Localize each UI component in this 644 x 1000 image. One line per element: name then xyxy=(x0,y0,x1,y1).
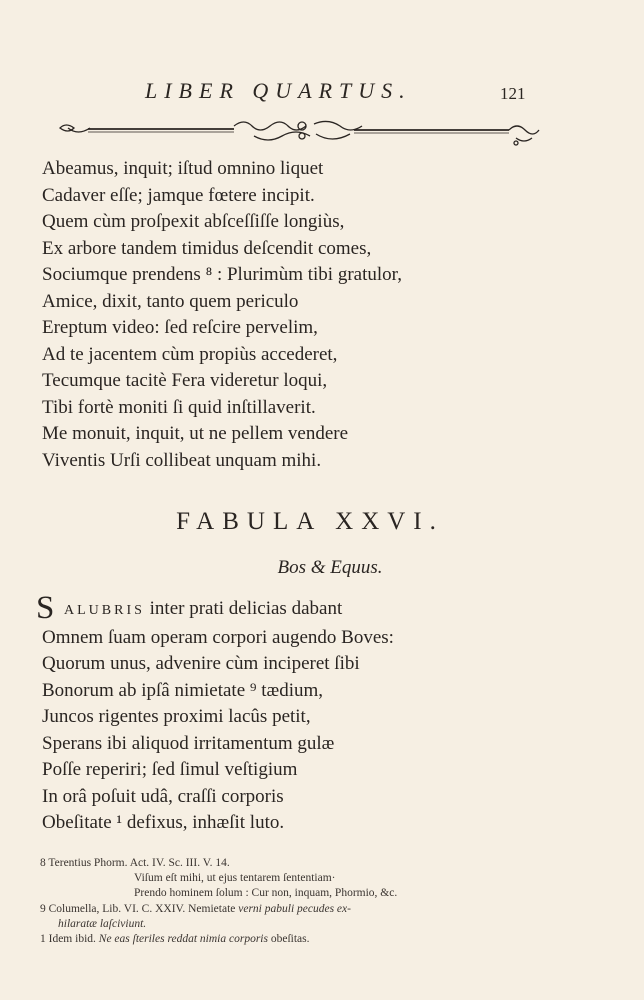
ornamental-rule xyxy=(54,116,544,152)
first-line-text: inter prati delicias dabant xyxy=(149,598,343,619)
verse-line: Juncos rigentes proximi lacûs petit, xyxy=(42,706,311,727)
fable-subtitle: Bos & Equus. xyxy=(277,557,383,578)
footnote-8-line-1: 8 Terentius Phorm. Act. IV. Sc. III. V. 14. xyxy=(40,857,230,869)
footnote-1-text: 1 Idem ibid. xyxy=(40,933,96,946)
first-word-smallcaps: ALUBRIS xyxy=(64,603,145,618)
verse-line: Cadaver eſſe; jamque fœtere incipit. xyxy=(42,184,315,206)
verse-line: Tibi fortè moniti ſi quid inſtillaverit. xyxy=(42,396,316,418)
verse-line: Bonorum ab ipſâ nimietate ⁹ tædium, xyxy=(42,679,324,701)
verse-line: Omnem ſuam operam corpori augendo Boves: xyxy=(42,626,394,648)
running-title: LIBER QUARTUS. xyxy=(145,78,412,103)
verse-first-line xyxy=(36,590,542,626)
footnote-1-line-1 xyxy=(40,932,580,947)
footnote-9-italic: verni pabuli pecudes ex- xyxy=(238,902,351,915)
verse-line: Amice, dixit, tanto quem periculo xyxy=(42,290,299,312)
verse-line: Sperans ibi aliquod irritamentum gulæ xyxy=(42,732,335,754)
footnote-9-line-2: hilaratæ laſciviunt. xyxy=(58,917,147,930)
footnote-1-italic: Ne eas ſteriles reddat nimia corporis xyxy=(98,933,268,946)
drop-cap: S xyxy=(36,590,55,626)
verse-line: In orâ poſuit udâ, craſſi corporis xyxy=(42,785,284,807)
verse-line: Sociumque prendens ⁸ : Plurimùm tibi gratulor, xyxy=(42,264,402,285)
verse-line: Viventis Urſi collibeat unquam mihi. xyxy=(42,449,322,471)
footnote-8-line-3: Prendo hominem ſolum : Cur non, inquam, Phormio, &c. xyxy=(134,887,398,900)
verse-line: Ereptum video: ſed reſcire pervelim, xyxy=(42,317,318,338)
footnote-8-line-2: Viſum eſt mihi, ut ejus tentarem ſententiam· xyxy=(134,872,336,885)
verse-line: Poſſe reperiri; ſed ſimul veſtigium xyxy=(42,759,298,780)
verse-line: Quorum unus, advenire cùm inciperet ſibi xyxy=(42,653,360,674)
verse-line: Ad te jacentem cùm propiùs accederet, xyxy=(42,343,338,365)
verse-line: Ex arbore tandem timidus deſcendit comes, xyxy=(42,237,372,259)
footnotes xyxy=(40,856,580,947)
fable-title: FABULA XXVI. xyxy=(176,508,444,535)
verse-block-fable xyxy=(36,590,542,837)
verse-block-top xyxy=(42,156,542,474)
verse-line: Abeamus, inquit; iſtud omnino liquet xyxy=(42,158,324,179)
verse-line: Quem cùm proſpexit abſceſſiſſe longiùs, xyxy=(42,211,345,232)
footnote-9-line-1 xyxy=(40,902,580,917)
verse-line: Obeſitate ¹ defixus, inhæſit luto. xyxy=(42,812,285,833)
footnote-1-end: obeſitas. xyxy=(270,933,310,946)
page-number: 121 xyxy=(500,84,526,103)
verse-line: Me monuit, inquit, ut ne pellem vendere xyxy=(42,423,349,444)
verse-line: Tecumque tacitè Fera videretur loqui, xyxy=(42,370,328,391)
footnote-9-text: 9 Columella, Lib. VI. C. XXIV. Nemietate xyxy=(40,902,236,915)
